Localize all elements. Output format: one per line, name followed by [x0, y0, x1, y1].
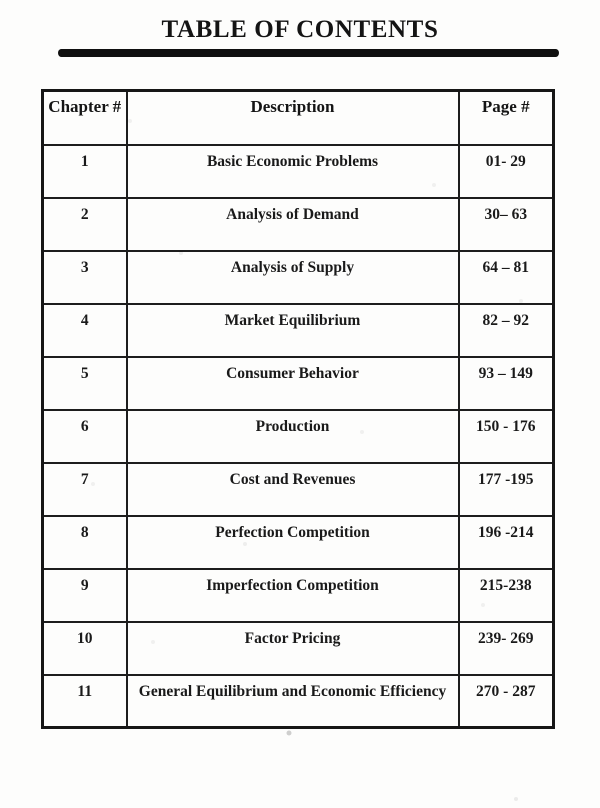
table-row	[43, 304, 554, 357]
scan-noise	[0, 0, 2, 2]
description-cell: Perfection Competition	[127, 516, 459, 569]
page-range-cell: 30– 63	[459, 198, 554, 251]
chapter-number-cell: 11	[43, 675, 127, 728]
table-row	[43, 410, 554, 463]
table-header-row	[43, 91, 554, 145]
page-range-cell: 01- 29	[459, 145, 554, 198]
page-range-cell: 239- 269	[459, 622, 554, 675]
chapter-number-cell: 3	[43, 251, 127, 304]
table-row	[43, 516, 554, 569]
table-row	[43, 463, 554, 516]
toc-table-body	[43, 145, 554, 728]
page-range-cell: 196 -214	[459, 516, 554, 569]
col-header-page: Page #	[459, 91, 554, 145]
table-row	[43, 622, 554, 675]
page-title: TABLE OF CONTENTS	[161, 16, 439, 43]
table-row	[43, 569, 554, 622]
description-cell: Analysis of Supply	[127, 251, 459, 304]
description-cell: Production	[127, 410, 459, 463]
description-cell: Factor Pricing	[127, 622, 459, 675]
table-row	[43, 145, 554, 198]
page-range-cell: 93 – 149	[459, 357, 554, 410]
table-row	[43, 675, 554, 728]
chapter-number-cell: 7	[43, 463, 127, 516]
description-cell: General Equilibrium and Economic Efficiency	[127, 675, 459, 728]
chapter-number-cell: 2	[43, 198, 127, 251]
page-range-cell: 64 – 81	[459, 251, 554, 304]
chapter-number-cell: 4	[43, 304, 127, 357]
table-row	[43, 198, 554, 251]
chapter-number-cell: 10	[43, 622, 127, 675]
chapter-number-cell: 1	[43, 145, 127, 198]
chapter-number-cell: 8	[43, 516, 127, 569]
page-range-cell: 270 - 287	[459, 675, 554, 728]
chapter-number-cell: 5	[43, 357, 127, 410]
page-range-cell: 215-238	[459, 569, 554, 622]
chapter-number-cell: 9	[43, 569, 127, 622]
table-row	[43, 251, 554, 304]
table-row	[43, 357, 554, 410]
col-header-description: Description	[127, 91, 459, 145]
description-cell: Imperfection Competition	[127, 569, 459, 622]
description-cell: Basic Economic Problems	[127, 145, 459, 198]
chapter-number-cell: 6	[43, 410, 127, 463]
description-cell: Consumer Behavior	[127, 357, 459, 410]
page-range-cell: 150 - 176	[459, 410, 554, 463]
page-range-cell: 82 – 92	[459, 304, 554, 357]
title-underline-rule	[58, 49, 559, 57]
description-cell: Market Equilibrium	[127, 304, 459, 357]
page-range-cell: 177 -195	[459, 463, 554, 516]
description-cell: Analysis of Demand	[127, 198, 459, 251]
description-cell: Cost and Revenues	[127, 463, 459, 516]
toc-table	[41, 89, 555, 729]
col-header-chapter: Chapter #	[43, 91, 127, 145]
